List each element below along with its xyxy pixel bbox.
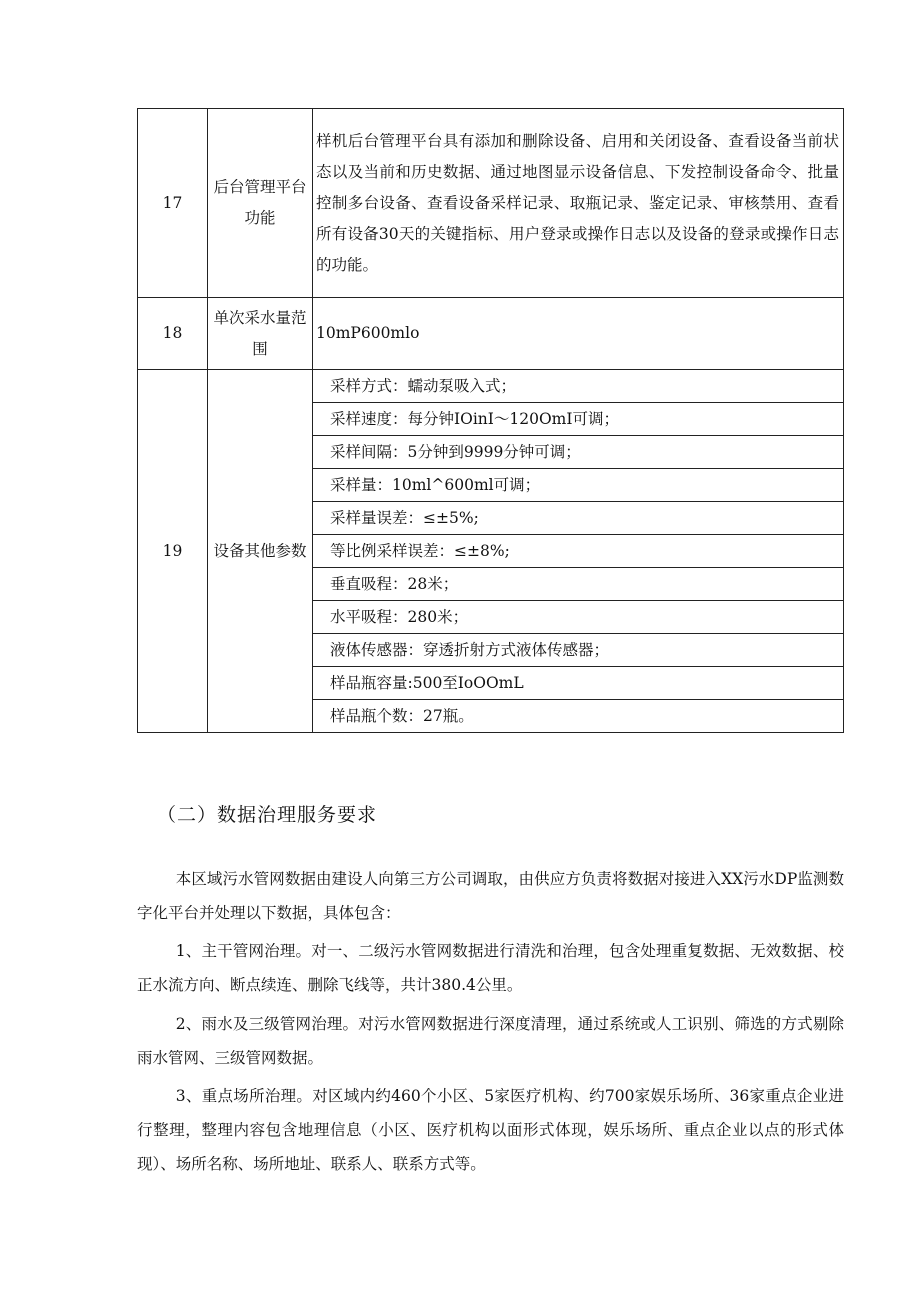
paragraph-item-3: 3、重点场所治理。对区域内约460个小区、5家医疗机构、约700家娱乐场所、36家重点企业进行整理，整理内容包含地理信息（小区、医疗机构以面形式体现，娱乐场所、重点企业以点的形式体现）、场所名称、场所地址、联系人、联系方式等。 xyxy=(137,1087,844,1173)
param-cell: 采样量：10ml^600ml可调； xyxy=(313,469,844,502)
paragraph-item-1: 1、主干管网治理。对一、二级污水管网数据进行清洗和治理，包含处理重复数据、无效数据、校正水流方向、断点续连、删除飞线等，共计380.4公里。 xyxy=(137,942,844,994)
param-cell: 水平吸程：280米； xyxy=(313,601,844,634)
row-number: 19 xyxy=(138,370,208,733)
table-row xyxy=(138,298,844,370)
paragraph-item-2: 2、雨水及三级管网治理。对污水管网数据进行深度清理，通过系统或人工识别、筛选的方式剔除雨水管网、三级管网数据。 xyxy=(137,1015,844,1067)
param-cell: 液体传感器：穿透折射方式液体传感器； xyxy=(313,634,844,667)
param-cell: 样品瓶个数：27瓶。 xyxy=(313,700,844,733)
row-item-name: 设备其他参数 xyxy=(208,370,313,733)
row-number: 17 xyxy=(138,109,208,298)
row-item-name: 单次采水量范围 xyxy=(208,298,313,370)
param-cell: 垂直吸程：28米； xyxy=(313,568,844,601)
param-cell: 采样方式：蠕动泵吸入式； xyxy=(313,370,844,403)
param-cell: 样品瓶容量:500至IoOOmL xyxy=(313,667,844,700)
row-description: 样机后台管理平台具有添加和删除设备、启用和关闭设备、查看设备当前状态以及当前和历史数据、通过地图显示设备信息、下发控制设备命令、批量控制多台设备、查看设备采样记录、取瓶记录、鉴定记录、审核禁用、查看所有设备30天的关键指标、用户登录或操作日志以及设备的登录或操作日志的功能。 xyxy=(313,109,844,298)
table-row xyxy=(138,370,844,403)
paragraph-intro: 本区域污水管网数据由建设人向第三方公司调取，由供应方负责将数据对接进入XX污水DP监测数字化平台并处理以下数据，具体包含： xyxy=(137,870,844,922)
spec-table xyxy=(137,108,844,733)
param-cell: 采样量误差：≤±5%; xyxy=(313,502,844,535)
row-number: 18 xyxy=(138,298,208,370)
param-cell: 等比例采样误差：≤±8%; xyxy=(313,535,844,568)
row-description: 10mP600mlo xyxy=(313,298,844,370)
param-cell: 采样速度：每分钟IOinI～120OmI可调； xyxy=(313,403,844,436)
table-row xyxy=(138,109,844,298)
param-cell: 采样间隔：5分钟到9999分钟可调； xyxy=(313,436,844,469)
row-item-name: 后台管理平台功能 xyxy=(208,109,313,298)
section-title: （二）数据治理服务要求 xyxy=(157,804,378,826)
